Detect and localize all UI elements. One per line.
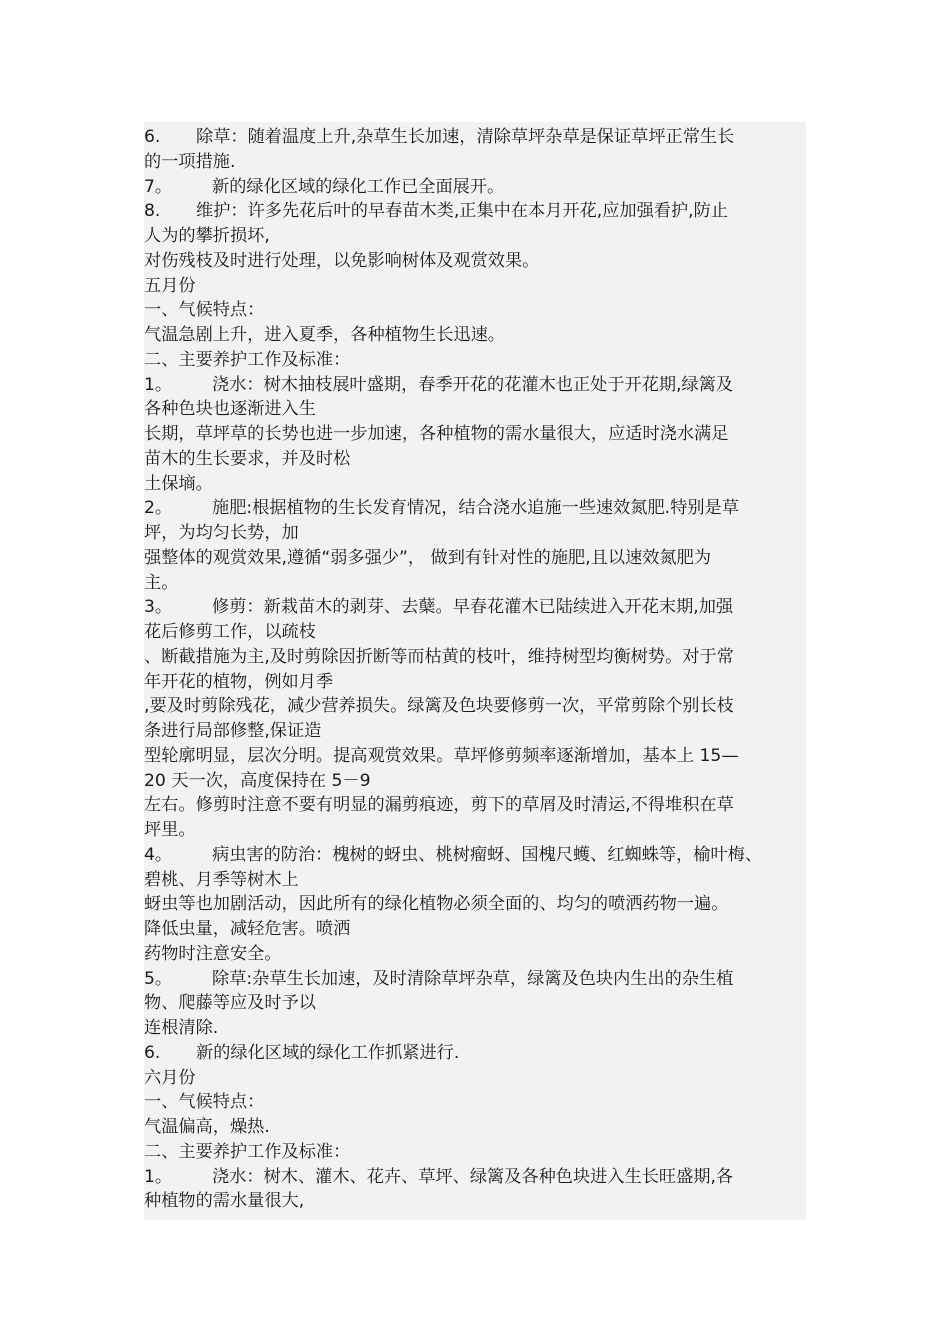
text-line xyxy=(144,224,270,249)
text-line xyxy=(144,843,762,868)
line-text: 坪，为均匀长势，加 xyxy=(144,523,299,543)
text-line xyxy=(144,323,505,348)
text-line xyxy=(144,595,733,620)
text-line xyxy=(144,694,734,719)
text-line xyxy=(144,719,321,744)
line-text: 物、爬藤等应及时予以 xyxy=(144,993,316,1014)
text-line xyxy=(144,744,739,769)
line-text: 二、主要养护工作及标准： xyxy=(144,349,351,370)
text-line xyxy=(144,967,733,992)
line-text: 连根清除. xyxy=(144,1018,219,1038)
text-line xyxy=(144,397,316,422)
line-text: 种植物的需水量很大, xyxy=(144,1191,305,1212)
text-line xyxy=(144,249,539,274)
line-text: 二、主要养护工作及标准： xyxy=(144,1141,351,1162)
item-number: 7。 xyxy=(144,176,173,197)
line-text: 20 天一次，高度保持在 5－9 xyxy=(144,770,371,791)
line-text: 对伤残枝及时进行处理，以免影响树体及观赏效果。 xyxy=(144,250,540,271)
text-line xyxy=(144,670,333,695)
text-line xyxy=(144,447,350,472)
text-line xyxy=(144,1041,459,1066)
text-line xyxy=(144,1140,350,1165)
line-text: 浇水：树木抽枝展叶盛期，春季开花的花灌木也正处于开花期,绿篱及 xyxy=(212,374,734,395)
text-line xyxy=(144,769,371,794)
line-text: 年开花的植物，例如月季 xyxy=(144,671,334,692)
item-number: 1。 xyxy=(144,374,173,395)
text-line xyxy=(144,942,282,967)
text-line xyxy=(144,793,734,818)
text-line xyxy=(144,521,299,546)
text-line xyxy=(144,175,504,200)
text-line xyxy=(144,1165,733,1190)
line-text: 条进行局部修整,保证造 xyxy=(144,721,322,741)
line-text: ,要及时剪除残花，减少营养损失。绿篱及色块要修剪一次，平常剪除个别长枝 xyxy=(144,696,734,717)
text-line xyxy=(144,1115,270,1140)
line-text: 降低虫量，减轻危害。喷洒 xyxy=(144,919,351,939)
line-text: 苗木的生长要求，并及时松 xyxy=(144,448,351,469)
item-number: 6. xyxy=(144,127,161,147)
line-text: 花后修剪工作，以疏枝 xyxy=(144,622,316,642)
text-line xyxy=(144,1066,196,1091)
text-line xyxy=(144,868,299,893)
text-line xyxy=(144,546,711,571)
text-line xyxy=(144,917,350,942)
text-line xyxy=(144,620,316,645)
line-text: 型轮廓明显，层次分明。提高观赏效果。草坪修剪频率逐渐增加，基本上 15— xyxy=(144,745,739,766)
text-line xyxy=(144,1016,218,1041)
line-text: 土保墒。 xyxy=(144,473,213,494)
item-number: 1。 xyxy=(144,1166,173,1187)
text-line xyxy=(144,298,264,323)
text-line xyxy=(144,1189,304,1214)
line-text: 人为的攀折损坏, xyxy=(144,226,270,246)
text-line xyxy=(144,818,196,843)
text-line xyxy=(144,348,350,373)
line-text: 施肥:根据植物的生长发育情况，结合浇水追施一些速效氮肥.特别是草 xyxy=(212,498,739,519)
line-text: 修剪：新栽苗木的剥芽、去蘖。早春花灌木已陆续进入开花末期,加强 xyxy=(212,597,734,618)
text-line xyxy=(144,199,728,224)
text-line xyxy=(144,373,733,398)
text-line xyxy=(144,274,196,299)
line-text: 六月份 xyxy=(144,1067,196,1088)
item-number: 5。 xyxy=(144,968,173,989)
line-text: 各种色块也逐渐进入生 xyxy=(144,399,316,420)
line-text: 左右。修剪时注意不要有明显的漏剪痕迹，剪下的草屑及时清运,不得堆积在草 xyxy=(144,795,734,816)
line-text: 除草：随着温度上升,杂草生长加速，清除草坪杂草是保证草坪正常生长 xyxy=(196,127,735,147)
line-text: 主。 xyxy=(144,572,179,593)
line-text: 新的绿化区域的绿化工作抓紧进行. xyxy=(196,1042,460,1063)
line-text: 新的绿化区域的绿化工作已全面展开。 xyxy=(212,176,505,197)
text-line xyxy=(144,150,235,175)
line-text: 坪里。 xyxy=(144,820,196,840)
text-line xyxy=(144,472,213,497)
line-text: 除草:杂草生长加速，及时清除草坪杂草，绿篱及色块内生出的杂生植 xyxy=(212,968,734,989)
text-line xyxy=(144,991,316,1016)
line-text: 维护：许多先花后叶的早春苗木类,正集中在本月开花,应加强看护,防止 xyxy=(196,201,729,222)
item-number: 4。 xyxy=(144,844,173,865)
text-line xyxy=(144,571,178,596)
item-number: 6. xyxy=(144,1042,161,1063)
line-text: 蚜虫等也加剧活动，因此所有的绿化植物必须全面的、均匀的喷洒药物一遍。 xyxy=(144,894,729,915)
text-line xyxy=(144,496,739,521)
line-text: 一、气候特点： xyxy=(144,300,265,321)
text-line xyxy=(144,422,728,447)
line-text: 病虫害的防治：槐树的蚜虫、桃树瘤蚜、国槐尺蠖、红蜘蛛等，榆叶梅、 xyxy=(212,844,763,865)
line-text: 碧桃、月季等树木上 xyxy=(144,869,299,890)
line-text: 药物时注意安全。 xyxy=(144,943,282,964)
line-text: 长期，草坪草的长势也进一步加速，各种植物的需水量很大，应适时浇水满足 xyxy=(144,424,729,444)
text-line xyxy=(144,892,728,917)
line-text: 浇水：树木、灌木、花卉、草坪、绿篱及各种色块进入生长旺盛期,各 xyxy=(212,1166,734,1187)
line-text: 、断截措施为主,及时剪除因折断等而枯黄的枝叶，维持树型均衡树势。对于常 xyxy=(144,646,734,667)
item-number: 3。 xyxy=(144,597,173,618)
text-line xyxy=(144,125,734,150)
item-number: 2。 xyxy=(144,498,173,519)
line-text: 气温偏高，燥热. xyxy=(144,1117,270,1137)
line-text: 五月份 xyxy=(144,275,196,296)
line-text: 一、气候特点： xyxy=(144,1092,265,1113)
document-page xyxy=(144,122,806,1220)
line-text: 气温急剧上升，进入夏季，各种植物生长迅速。 xyxy=(144,325,505,345)
text-line xyxy=(144,645,734,670)
line-text: 的一项措施. xyxy=(144,151,236,172)
line-text: 强整体的观赏效果,遵循“弱多强少”， 做到有针对性的施肥,且以速效氮肥为 xyxy=(144,547,712,568)
item-number: 8. xyxy=(144,201,161,222)
text-line xyxy=(144,1090,264,1115)
